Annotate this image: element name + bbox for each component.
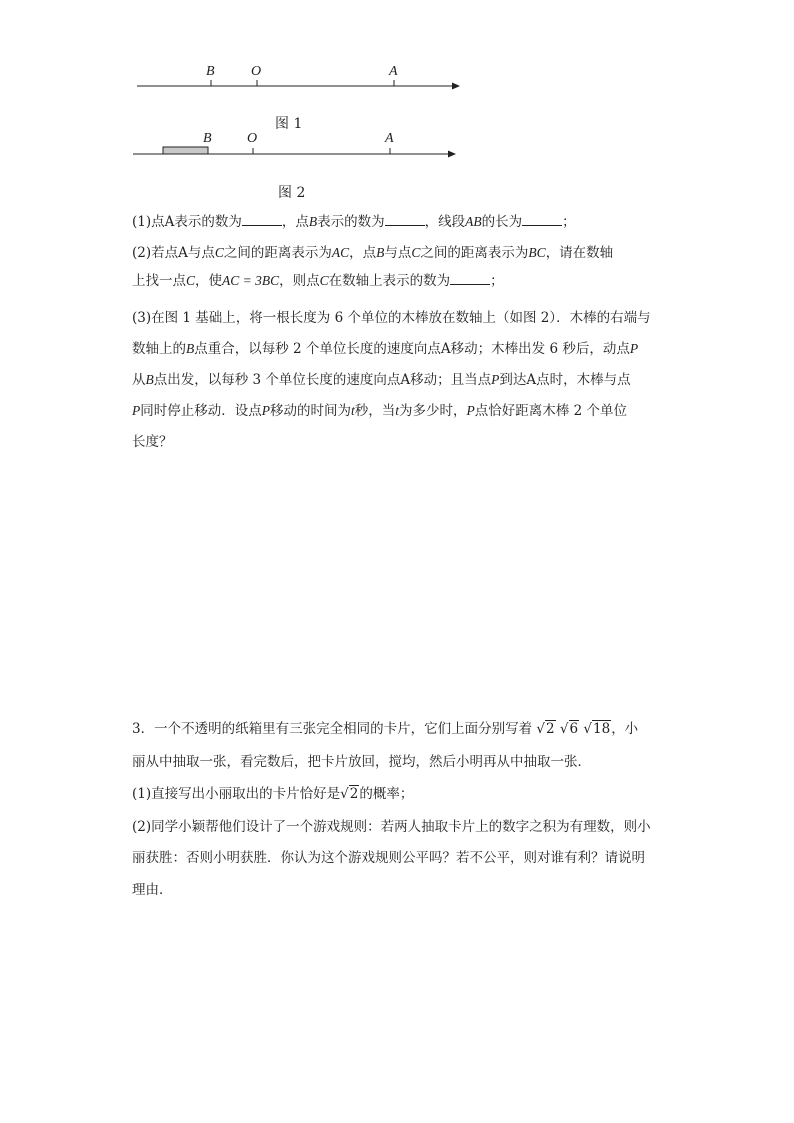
q3-line2: 丽从中抽取一张，看完数后，把卡片放回，搅均，然后小明再从中抽取一张． [132, 754, 591, 770]
q2-part3-line2: 数轴上的B点重合，以每秒 2 个单位长度的速度向点A移动；木棒出发 6 秒后，动点P [132, 341, 639, 357]
figure-2-number-line [133, 147, 456, 158]
q3-line6: 理由． [132, 882, 173, 898]
answer-blank[interactable] [242, 213, 282, 226]
wooden-stick [163, 147, 208, 154]
answer-blank[interactable] [385, 213, 425, 226]
figure-1-number-line [137, 80, 460, 90]
sqrt-2: √2 [340, 786, 359, 802]
sqrt-6: √6 [559, 721, 579, 737]
figure-1-label-A: A [389, 64, 398, 79]
figure-1-caption: 图 1 [275, 116, 303, 132]
q3-line1: 3．一个不透明的纸箱里有三张完全相同的卡片，它们上面分别写着 √2 √6 √18，小 [132, 721, 639, 737]
sqrt-2: √2 [536, 721, 555, 737]
figure-1-label-B: B [206, 64, 215, 79]
q2-part3-line5: 长度？ [132, 434, 173, 450]
figure-1-label-O: O [251, 64, 262, 79]
q3-line5: 丽获胜：否则小明获胜．你认为这个游戏规则公平吗？若不公平，则对谁有利？请说明 [132, 850, 645, 866]
q3-line3: (1)直接写出小丽取出的卡片恰好是√2的概率； [132, 786, 414, 802]
q2-part2-line1: (2)若点A与点C之间的距离表示为AC，点B与点C之间的距离表示为BC，请在数轴 [132, 245, 614, 261]
figure-2-label-B: B [203, 131, 212, 146]
figure-2-label-A: A [385, 131, 394, 146]
q2-part1: (1)点A表示的数为 ，点B表示的数为 ，线段AB的长为 ； [132, 214, 576, 230]
number-line-figures [0, 0, 794, 210]
q3-line4: (2)同学小颖帮他们设计了一个游戏规则：若两人抽取卡片上的数字之积为有理数，则小 [132, 819, 651, 835]
q2-part2-line2: 上找一点C，使AC = 3BC，则点C在数轴上表示的数为 ； [132, 273, 504, 289]
answer-blank[interactable] [522, 213, 562, 226]
q2-part3-line1: (3)在图 1 基础上，将一根长度为 6 个单位的木棒放在数轴上（如图 2）．木棒的右端与 [132, 310, 651, 326]
figure-2-label-O: O [247, 131, 258, 146]
figure-2-caption: 图 2 [278, 185, 306, 201]
sqrt-18: √18 [583, 721, 611, 737]
q2-part3-line3: 从B点出发，以每秒 3 个单位长度的速度向点A移动；且当点P到达A点时，木棒与点 [132, 372, 631, 388]
figure-2-arrow [448, 151, 456, 158]
answer-blank[interactable] [450, 272, 490, 285]
figure-1-arrow [452, 83, 460, 90]
q2-part3-line4: P同时停止移动．设点P移动的时间为t秒，当t为多少时，P点恰好距离木棒 2 个单位 [132, 403, 627, 419]
